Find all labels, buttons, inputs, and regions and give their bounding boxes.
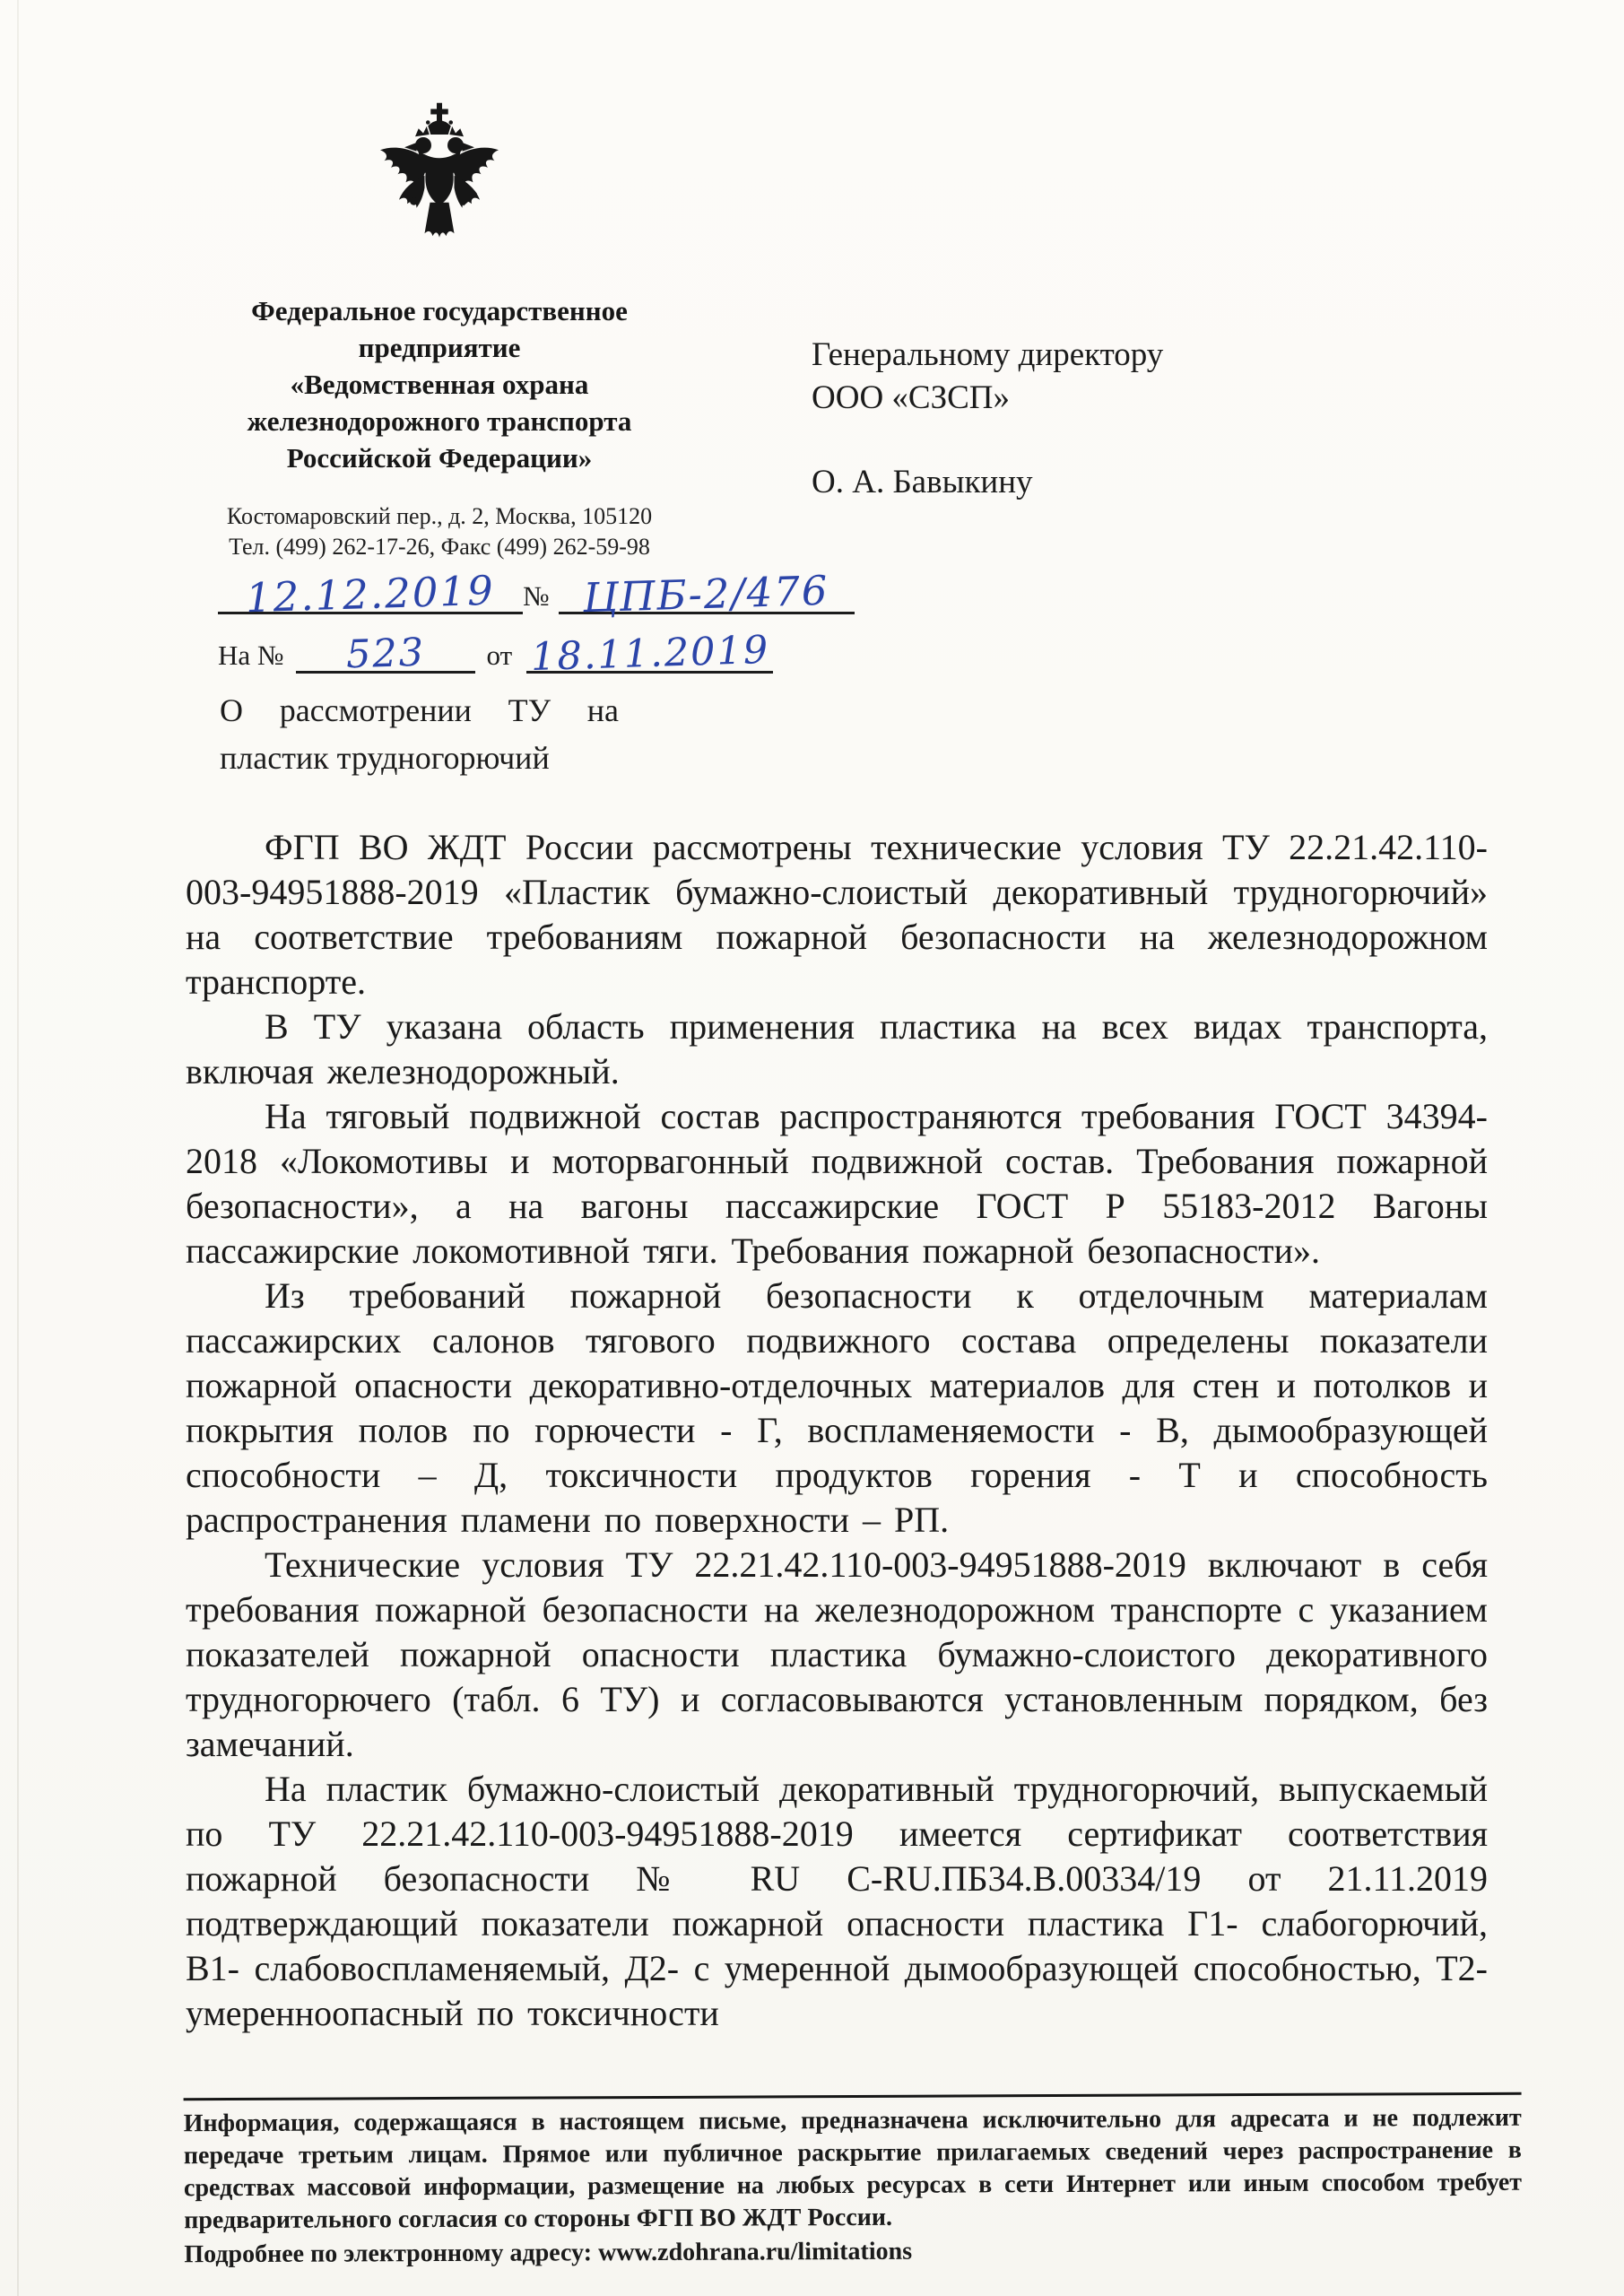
- footer-disclaimer: Информация, содержащаяся в настоящем письме, предназначена исключительно для адресата и не подлежит передаче третьим лицам. Прямое или публичное раскрытие прилагаемых сведений через распространение в средствах массовой информации, размещение на любых ресурсах в сети Интернет или иным способом требует предварительного согласия со стороны ФГП ВО ЖДТ России.: [183, 2103, 1523, 2235]
- incoming-date-label: от: [486, 639, 513, 671]
- letterhead: [135, 86, 744, 562]
- recipient-title: Генеральному директору: [812, 336, 1164, 373]
- org-name-line: железнодорожного транспорта: [247, 405, 632, 437]
- footer-rule: [184, 2092, 1522, 2101]
- scan-crease: [17, 0, 19, 2296]
- incoming-date-handwritten: 18.11.2019: [529, 627, 770, 681]
- body-paragraph: На тяговый подвижной состав распространяются требования ГОСТ 34394-2018 «Локомотивы и моторвагонный подвижной состав. Требования пожарной безопасности», а на вагоны пассажирские ГОСТ Р 55183-2012 Вагоны пассажирские локомотивной тяги. Требования пожарной безопасности».: [186, 1096, 1488, 1271]
- subject-line: О рассмотрении ТУ на: [220, 692, 619, 728]
- incoming-ref-row: [218, 627, 773, 681]
- body-paragraph: В ТУ указана область применения пластика на всех видах транспорта, включая железнодорожный.: [186, 1006, 1488, 1091]
- outgoing-date-handwritten: 12.12.2019: [245, 566, 496, 622]
- body-paragraph: На пластик бумажно-слоистый декоративный трудногорючий, выпускаемый по ТУ 22.21.42.110-003-94951888-2019 имеется сертификат соответствия пожарной безопасности № RU С-RU.ПБ34.В.00334/19 от 21.11.2019 подтверждающий показатели пожарной опасности пластика Г1- слабогорючий, В1- слабовоспламеняемый, Д2- с умеренной дымообразующей способностью, Т2- умеренноопасный по токсичности: [186, 1769, 1488, 2033]
- recipient-block: [812, 334, 1368, 504]
- footer: [184, 2092, 1523, 2272]
- outgoing-number-field: [559, 566, 855, 622]
- subject-line: пластик трудногорючий: [220, 740, 550, 776]
- body-paragraph: Из требований пожарной безопасности к отделочным материалам пассажирских салонов тягового подвижного состава определены показатели пожарной опасности декоративно-отделочных материалов для стен и потолков и покрытия полов по горючести - Г, воспламеняемости - В, дымообразующей способности – Д, токсичности продуктов горения - Т и способность распространения пламени по поверхности – РП.: [186, 1275, 1488, 1540]
- incoming-number-handwritten: 523: [345, 630, 427, 678]
- double-headed-eagle-emblem: [372, 86, 507, 285]
- org-name-line: Федеральное государственное: [251, 295, 628, 326]
- outgoing-date-field: [218, 566, 523, 622]
- incoming-date-field: [526, 627, 773, 681]
- body-paragraph: ФГП ВО ЖДТ России рассмотрены технические условия ТУ 22.21.42.110-003-94951888-2019 «Пластик бумажно-слоистый декоративный трудногорючий» на соответствие требованиям пожарной безопасности на железнодорожном транспорте.: [186, 827, 1488, 1002]
- org-name-line: «Ведомственная охрана: [290, 369, 589, 400]
- recipient-name: О. А. Бавыкину: [812, 464, 1033, 500]
- org-name: [135, 292, 744, 476]
- phone-fax-line: Тел. (499) 262-17-26, Факс (499) 262-59-98: [229, 534, 650, 560]
- footer-link-line: Подробнее по электронному адресу: www.zdohrana.ru/limitations: [184, 2237, 913, 2269]
- number-sign: №: [523, 580, 550, 612]
- incoming-number-field: [296, 628, 475, 678]
- org-name-line: предприятие: [358, 332, 521, 363]
- letter-body: [186, 825, 1488, 2093]
- subject-block: [220, 687, 619, 782]
- recipient-company: ООО «СЗСП»: [812, 379, 1011, 416]
- incoming-ref-label: На №: [218, 639, 284, 671]
- address-line: Костомаровский пер., д. 2, Москва, 105120: [226, 503, 653, 529]
- org-contacts: [135, 501, 744, 562]
- org-name-line: Российской Федерации»: [286, 442, 593, 474]
- body-paragraph: Технические условия ТУ 22.21.42.110-003-94951888-2019 включают в себя требования пожарной безопасности на железнодорожном транспорте с указанием показателей пожарной опасности пластика бумажно-слоистого декоративного трудногорючего (табл. 6 ТУ) и согласовываются установленным порядком, без замечаний.: [186, 1544, 1488, 1764]
- outgoing-number-handwritten: ЦПБ-2/476: [582, 566, 830, 622]
- outgoing-ref-row: [218, 566, 855, 622]
